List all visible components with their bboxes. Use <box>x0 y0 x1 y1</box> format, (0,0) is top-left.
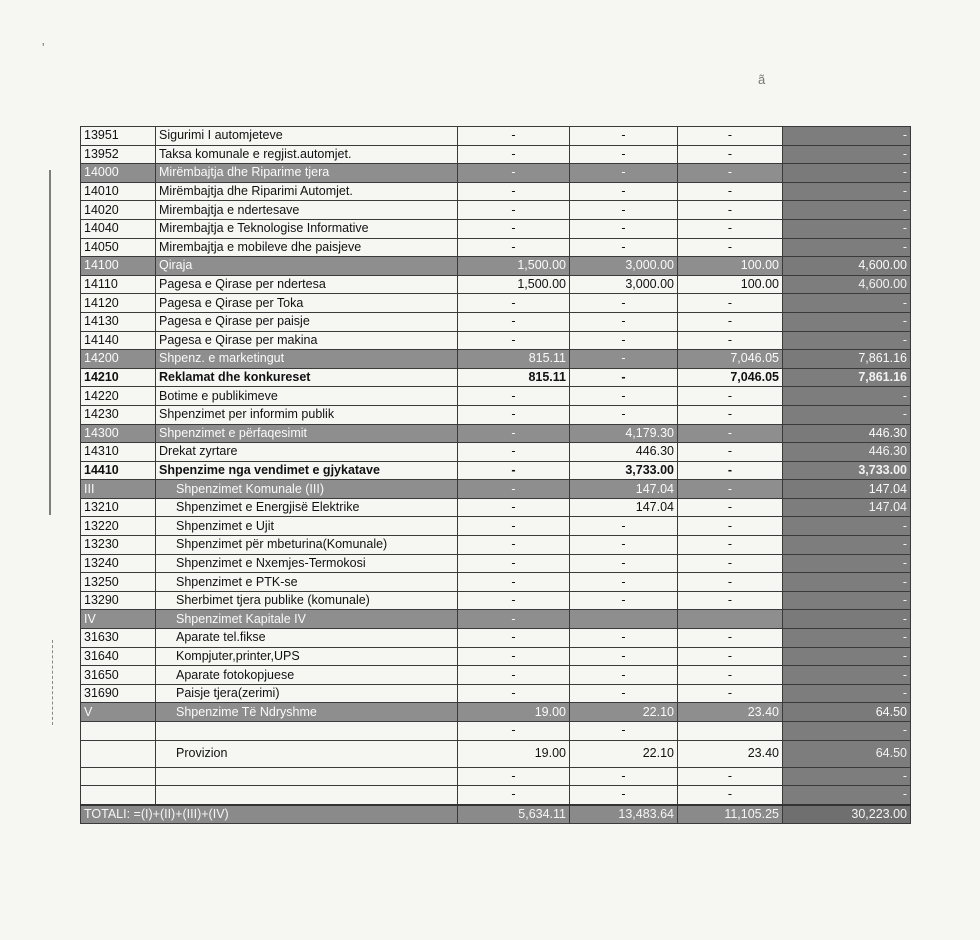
table-row <box>81 647 911 666</box>
account-code-cell: 14040 <box>81 219 156 238</box>
amount-col-3-cell: 23.40 <box>678 703 783 722</box>
amount-col-1-cell: - <box>458 387 570 406</box>
section-header-row <box>81 703 911 722</box>
amount-col-2-cell: 147.04 <box>570 480 678 499</box>
amount-col-3-cell: - <box>678 127 783 146</box>
row-total-cell: 147.04 <box>783 480 911 499</box>
amount-col-2-cell: - <box>570 767 678 786</box>
section-header-row <box>81 350 911 369</box>
row-total-cell: 64.50 <box>783 703 911 722</box>
amount-col-3-cell: - <box>678 387 783 406</box>
account-code-cell: 31650 <box>81 666 156 685</box>
row-total-cell: - <box>783 294 911 313</box>
amount-col-3-cell <box>678 722 783 741</box>
description-cell: Sigurimi I automjeteve <box>156 127 458 146</box>
amount-col-1-cell: - <box>458 591 570 610</box>
amount-col-2-cell: - <box>570 405 678 424</box>
amount-col-2-cell: - <box>570 145 678 164</box>
row-total-cell: - <box>783 554 911 573</box>
row-total-cell: - <box>783 610 911 629</box>
account-code-cell: 31630 <box>81 629 156 648</box>
row-total-cell: - <box>783 629 911 648</box>
table-row <box>81 201 911 220</box>
amount-col-3-cell: - <box>678 666 783 685</box>
account-code-cell: IV <box>81 610 156 629</box>
row-total-cell: - <box>783 405 911 424</box>
description-cell: Shpenzimet e PTK-se <box>156 573 458 592</box>
table-row <box>81 294 911 313</box>
amount-col-1-cell: - <box>458 786 570 805</box>
section-header-row <box>81 257 911 276</box>
totals-col-2: 13,483.64 <box>570 805 678 824</box>
row-total-cell: - <box>783 722 911 741</box>
table-row <box>81 127 911 146</box>
description-cell: Mirëmbajtja dhe Riparimi Automjet. <box>156 182 458 201</box>
account-code-cell: 13220 <box>81 517 156 536</box>
table-row <box>81 767 911 786</box>
amount-col-1-cell: 19.00 <box>458 703 570 722</box>
handwritten-mark: ã <box>758 72 766 87</box>
row-total-cell: - <box>783 767 911 786</box>
amount-col-1-cell: - <box>458 573 570 592</box>
amount-col-2-cell: 446.30 <box>570 443 678 462</box>
amount-col-3-cell <box>678 610 783 629</box>
account-code-cell <box>81 722 156 741</box>
description-cell: Drekat zyrtare <box>156 443 458 462</box>
amount-col-2-cell: 3,000.00 <box>570 257 678 276</box>
description-cell: Mirembajtja e mobileve dhe paisjeve <box>156 238 458 257</box>
table-row <box>81 684 911 703</box>
description-cell: Shpenzimet e Ujit <box>156 517 458 536</box>
budget-table <box>80 126 911 824</box>
amount-col-3-cell: - <box>678 201 783 220</box>
row-total-cell: - <box>783 219 911 238</box>
account-code-cell: 13290 <box>81 591 156 610</box>
amount-col-3-cell: - <box>678 294 783 313</box>
amount-col-1-cell: - <box>458 461 570 480</box>
amount-col-1-cell: - <box>458 767 570 786</box>
table-row <box>81 536 911 555</box>
amount-col-2-cell: - <box>570 387 678 406</box>
description-cell: Mirembajtja e Teknologise Informative <box>156 219 458 238</box>
scan-speck: ' <box>42 40 45 55</box>
description-cell: Shpenzimet e Energjisë Elektrike <box>156 498 458 517</box>
amount-col-3-cell: - <box>678 647 783 666</box>
description-cell: Shpenzimet Komunale (III) <box>156 480 458 499</box>
row-total-cell: - <box>783 517 911 536</box>
account-code-cell: 14020 <box>81 201 156 220</box>
account-code-cell: 13250 <box>81 573 156 592</box>
amount-col-2-cell: 3,733.00 <box>570 461 678 480</box>
row-total-cell: - <box>783 238 911 257</box>
account-code-cell: 13952 <box>81 145 156 164</box>
totals-grand-total: 30,223.00 <box>783 805 911 824</box>
account-code-cell: 31690 <box>81 684 156 703</box>
amount-col-3-cell: - <box>678 517 783 536</box>
amount-col-1-cell: - <box>458 127 570 146</box>
amount-col-3-cell: - <box>678 536 783 555</box>
row-total-cell: - <box>783 182 911 201</box>
amount-col-1-cell: - <box>458 517 570 536</box>
amount-col-2-cell: 4,179.30 <box>570 424 678 443</box>
amount-col-3-cell: - <box>678 182 783 201</box>
row-total-cell: - <box>783 145 911 164</box>
row-total-cell: - <box>783 312 911 331</box>
amount-col-2-cell <box>570 610 678 629</box>
table-row <box>81 629 911 648</box>
totals-col-3: 11,105.25 <box>678 805 783 824</box>
description-cell: Sherbimet tjera publike (komunale) <box>156 591 458 610</box>
amount-col-3-cell: 100.00 <box>678 257 783 276</box>
description-cell: Shpenzimet e Nxemjes-Termokosi <box>156 554 458 573</box>
amount-col-1-cell: - <box>458 294 570 313</box>
amount-col-2-cell: - <box>570 127 678 146</box>
description-cell: Botime e publikimeve <box>156 387 458 406</box>
row-total-cell: - <box>783 786 911 805</box>
amount-col-3-cell: - <box>678 405 783 424</box>
row-total-cell: - <box>783 164 911 183</box>
account-code-cell: 14210 <box>81 368 156 387</box>
description-cell: Aparate fotokopjuese <box>156 666 458 685</box>
amount-col-2-cell: - <box>570 164 678 183</box>
description-cell: Pagesa e Qirase per ndertesa <box>156 275 458 294</box>
table-row <box>81 331 911 350</box>
amount-col-1-cell: 19.00 <box>458 740 570 767</box>
description-cell: Mirëmbajtja dhe Riparime tjera <box>156 164 458 183</box>
description-cell: Shpenzime nga vendimet e gjykatave <box>156 461 458 480</box>
table-row <box>81 443 911 462</box>
amount-col-2-cell: 22.10 <box>570 703 678 722</box>
table-row <box>81 368 911 387</box>
row-total-cell: - <box>783 573 911 592</box>
amount-col-2-cell: - <box>570 536 678 555</box>
table-row <box>81 405 911 424</box>
amount-col-3-cell: - <box>678 480 783 499</box>
amount-col-3-cell: 23.40 <box>678 740 783 767</box>
description-cell: Pagesa e Qirase per paisje <box>156 312 458 331</box>
account-code-cell <box>81 767 156 786</box>
row-total-cell: 4,600.00 <box>783 257 911 276</box>
amount-col-2-cell: - <box>570 591 678 610</box>
amount-col-2-cell: - <box>570 517 678 536</box>
row-total-cell: 7,861.16 <box>783 350 911 369</box>
amount-col-1-cell: - <box>458 722 570 741</box>
row-total-cell: - <box>783 666 911 685</box>
binder-edge-line <box>49 170 51 515</box>
table-row <box>81 145 911 164</box>
description-cell <box>156 786 458 805</box>
amount-col-3-cell: - <box>678 629 783 648</box>
totals-label: TOTALI: =(I)+(II)+(III)+(IV) <box>81 805 458 824</box>
account-code-cell: 13230 <box>81 536 156 555</box>
amount-col-1-cell: - <box>458 554 570 573</box>
amount-col-2-cell: - <box>570 182 678 201</box>
amount-col-2-cell: - <box>570 786 678 805</box>
amount-col-3-cell: - <box>678 554 783 573</box>
account-code-cell: 13951 <box>81 127 156 146</box>
amount-col-3-cell: 7,046.05 <box>678 350 783 369</box>
description-cell: Pagesa e Qirase per Toka <box>156 294 458 313</box>
table-row <box>81 786 911 805</box>
table-row <box>81 387 911 406</box>
amount-col-1-cell: - <box>458 536 570 555</box>
section-header-row <box>81 164 911 183</box>
amount-col-3-cell: - <box>678 498 783 517</box>
amount-col-2-cell: - <box>570 554 678 573</box>
table-row <box>81 219 911 238</box>
description-cell: Shpenzimet Kapitale IV <box>156 610 458 629</box>
table-row <box>81 275 911 294</box>
amount-col-3-cell: 7,046.05 <box>678 368 783 387</box>
row-total-cell: - <box>783 127 911 146</box>
account-code-cell: 14140 <box>81 331 156 350</box>
table-row <box>81 517 911 536</box>
table-row <box>81 554 911 573</box>
description-cell: Aparate tel.fikse <box>156 629 458 648</box>
account-code-cell: 14130 <box>81 312 156 331</box>
account-code-cell: 14120 <box>81 294 156 313</box>
row-total-cell: - <box>783 387 911 406</box>
row-total-cell: 446.30 <box>783 443 911 462</box>
amount-col-3-cell: - <box>678 145 783 164</box>
row-total-cell: - <box>783 684 911 703</box>
amount-col-2-cell: - <box>570 368 678 387</box>
amount-col-2-cell: 147.04 <box>570 498 678 517</box>
account-code-cell: 14410 <box>81 461 156 480</box>
amount-col-2-cell: - <box>570 722 678 741</box>
amount-col-2-cell: 22.10 <box>570 740 678 767</box>
amount-col-1-cell: - <box>458 629 570 648</box>
account-code-cell: 14110 <box>81 275 156 294</box>
amount-col-3-cell: - <box>678 591 783 610</box>
description-cell: Reklamat dhe konkureset <box>156 368 458 387</box>
amount-col-1-cell: - <box>458 647 570 666</box>
amount-col-2-cell: - <box>570 666 678 685</box>
row-total-cell: - <box>783 331 911 350</box>
table-row <box>81 666 911 685</box>
amount-col-2-cell: - <box>570 350 678 369</box>
description-cell: Mirembajtja e ndertesave <box>156 201 458 220</box>
description-cell: Shpenzime Të Ndryshme <box>156 703 458 722</box>
amount-col-1-cell: - <box>458 443 570 462</box>
account-code-cell: 31640 <box>81 647 156 666</box>
amount-col-1-cell: - <box>458 480 570 499</box>
amount-col-1-cell: - <box>458 405 570 424</box>
binder-edge-dots <box>52 640 54 725</box>
account-code-cell: 13210 <box>81 498 156 517</box>
account-code-cell <box>81 740 156 767</box>
amount-col-3-cell: - <box>678 238 783 257</box>
amount-col-1-cell: - <box>458 182 570 201</box>
amount-col-1-cell: - <box>458 331 570 350</box>
section-header-row <box>81 610 911 629</box>
table-row <box>81 591 911 610</box>
account-code-cell: 14230 <box>81 405 156 424</box>
amount-col-1-cell: - <box>458 145 570 164</box>
row-total-cell: 7,861.16 <box>783 368 911 387</box>
amount-col-3-cell: - <box>678 767 783 786</box>
row-total-cell: - <box>783 536 911 555</box>
row-total-cell: 147.04 <box>783 498 911 517</box>
amount-col-1-cell: - <box>458 201 570 220</box>
account-code-cell: 14000 <box>81 164 156 183</box>
account-code-cell: 14010 <box>81 182 156 201</box>
account-code-cell: V <box>81 703 156 722</box>
budget-table-body <box>81 127 911 805</box>
row-total-cell: - <box>783 201 911 220</box>
amount-col-1-cell: 1,500.00 <box>458 257 570 276</box>
amount-col-1-cell: - <box>458 312 570 331</box>
amount-col-1-cell: - <box>458 164 570 183</box>
description-cell: Shpenz. e marketingut <box>156 350 458 369</box>
account-code-cell: 14310 <box>81 443 156 462</box>
description-cell: Taksa komunale e regjist.automjet. <box>156 145 458 164</box>
amount-col-3-cell: - <box>678 424 783 443</box>
description-cell: Qiraja <box>156 257 458 276</box>
amount-col-2-cell: - <box>570 294 678 313</box>
description-cell: Provizion <box>156 740 458 767</box>
table-row <box>81 740 911 767</box>
row-total-cell: 3,733.00 <box>783 461 911 480</box>
amount-col-3-cell: - <box>678 219 783 238</box>
table-row <box>81 498 911 517</box>
amount-col-2-cell: - <box>570 573 678 592</box>
row-total-cell: - <box>783 647 911 666</box>
section-header-row <box>81 480 911 499</box>
table-row <box>81 238 911 257</box>
amount-col-2-cell: - <box>570 331 678 350</box>
description-cell: Paisje tjera(zerimi) <box>156 684 458 703</box>
row-total-cell: 446.30 <box>783 424 911 443</box>
table-row <box>81 573 911 592</box>
account-code-cell: 14050 <box>81 238 156 257</box>
amount-col-3-cell: - <box>678 573 783 592</box>
table-row <box>81 312 911 331</box>
amount-col-2-cell: - <box>570 629 678 648</box>
amount-col-2-cell: - <box>570 238 678 257</box>
amount-col-1-cell: - <box>458 238 570 257</box>
amount-col-3-cell: 100.00 <box>678 275 783 294</box>
totals-col-1: 5,634.11 <box>458 805 570 824</box>
description-cell: Shpenzimet e përfaqesimit <box>156 424 458 443</box>
description-cell: Shpenzimet për mbeturina(Komunale) <box>156 536 458 555</box>
amount-col-1-cell: - <box>458 666 570 685</box>
amount-col-1-cell: 1,500.00 <box>458 275 570 294</box>
totals-row <box>81 805 911 824</box>
section-header-row <box>81 424 911 443</box>
account-code-cell: 14200 <box>81 350 156 369</box>
amount-col-3-cell: - <box>678 684 783 703</box>
account-code-cell: III <box>81 480 156 499</box>
account-code-cell: 14220 <box>81 387 156 406</box>
row-total-cell: 4,600.00 <box>783 275 911 294</box>
amount-col-1-cell: - <box>458 424 570 443</box>
amount-col-2-cell: - <box>570 312 678 331</box>
description-cell: Pagesa e Qirase per makina <box>156 331 458 350</box>
amount-col-2-cell: - <box>570 219 678 238</box>
table-row <box>81 182 911 201</box>
amount-col-1-cell: - <box>458 219 570 238</box>
amount-col-3-cell: - <box>678 312 783 331</box>
amount-col-1-cell: - <box>458 684 570 703</box>
row-total-cell: - <box>783 591 911 610</box>
description-cell: Kompjuter,printer,UPS <box>156 647 458 666</box>
amount-col-3-cell: - <box>678 461 783 480</box>
description-cell <box>156 767 458 786</box>
description-cell: Shpenzimet per informim publik <box>156 405 458 424</box>
amount-col-1-cell: 815.11 <box>458 368 570 387</box>
amount-col-1-cell: - <box>458 498 570 517</box>
amount-col-3-cell: - <box>678 331 783 350</box>
account-code-cell: 13240 <box>81 554 156 573</box>
table-row <box>81 722 911 741</box>
amount-col-2-cell: 3,000.00 <box>570 275 678 294</box>
account-code-cell: 14100 <box>81 257 156 276</box>
amount-col-2-cell: - <box>570 201 678 220</box>
description-cell <box>156 722 458 741</box>
amount-col-2-cell: - <box>570 647 678 666</box>
amount-col-2-cell: - <box>570 684 678 703</box>
account-code-cell <box>81 786 156 805</box>
amount-col-1-cell: 815.11 <box>458 350 570 369</box>
amount-col-3-cell: - <box>678 164 783 183</box>
table-row <box>81 461 911 480</box>
amount-col-3-cell: - <box>678 443 783 462</box>
row-total-cell: 64.50 <box>783 740 911 767</box>
amount-col-3-cell: - <box>678 786 783 805</box>
account-code-cell: 14300 <box>81 424 156 443</box>
amount-col-1-cell: - <box>458 610 570 629</box>
